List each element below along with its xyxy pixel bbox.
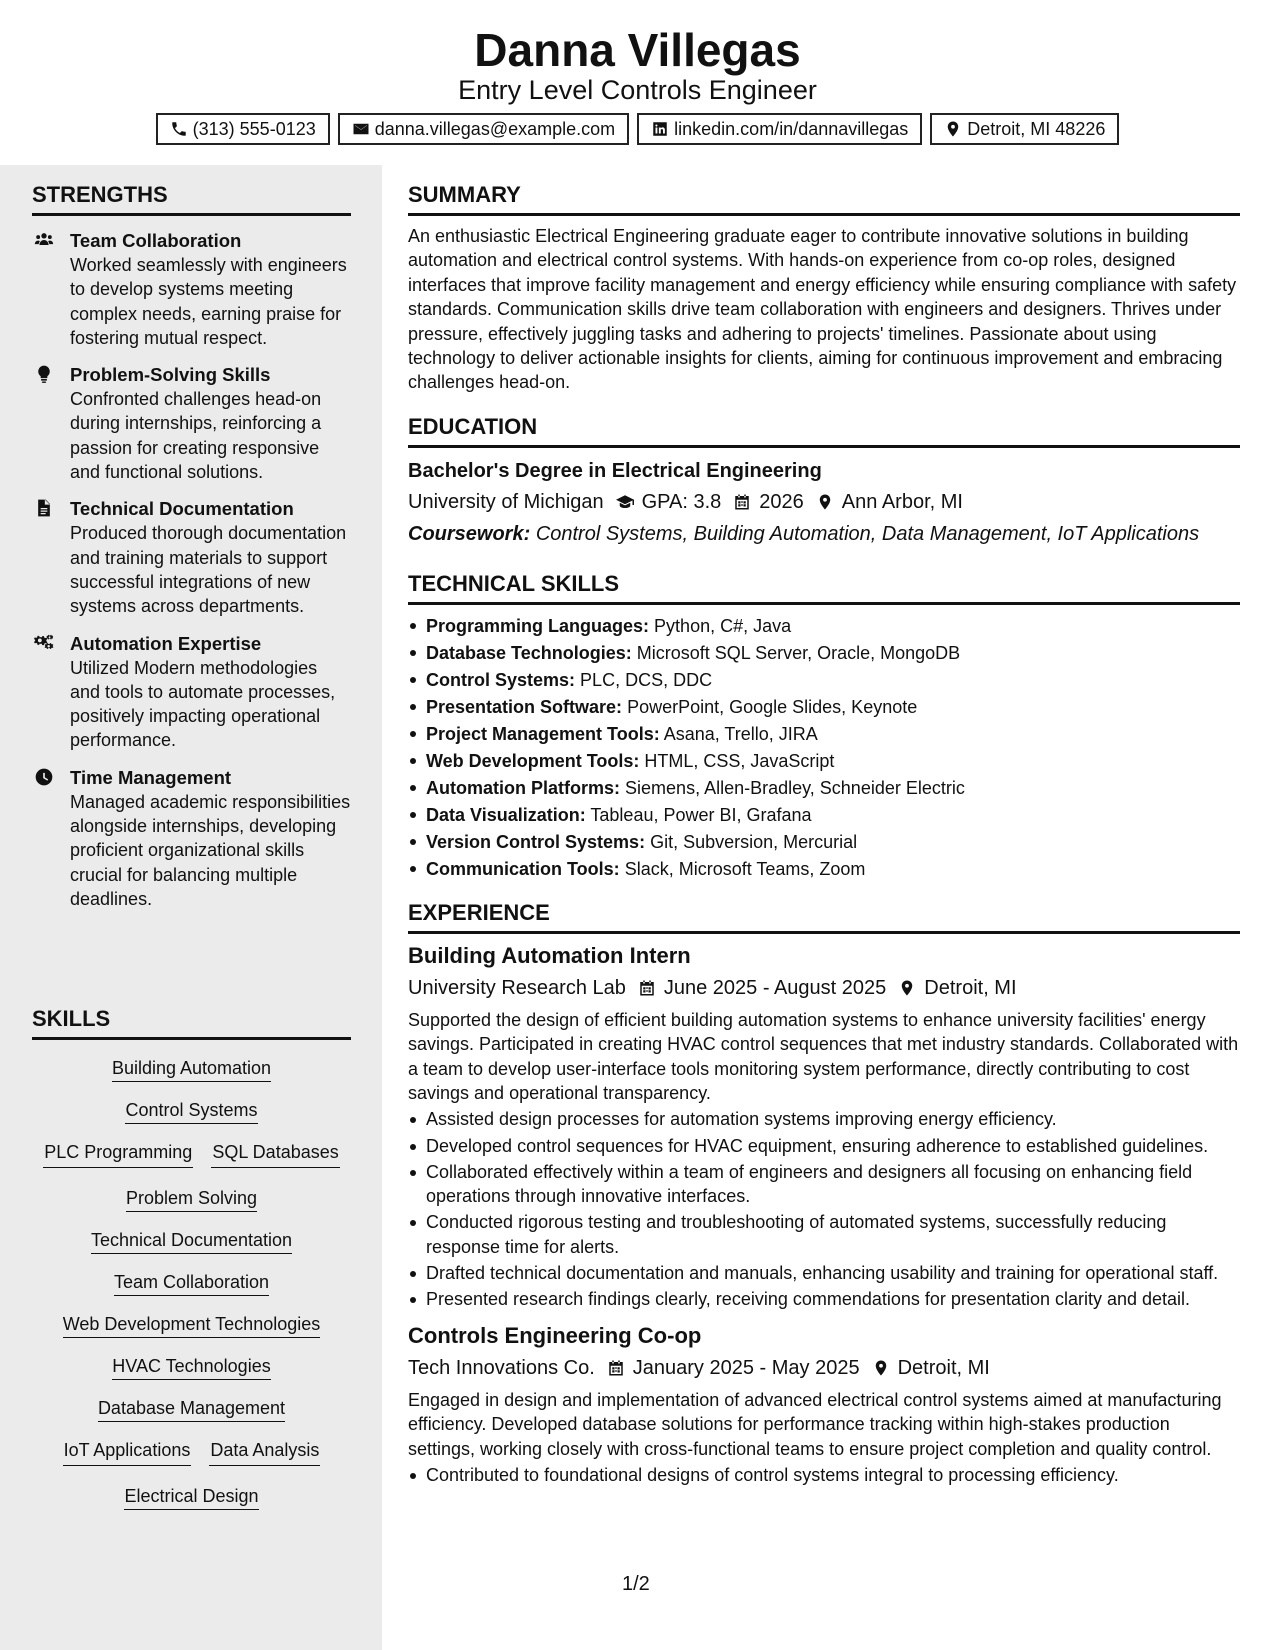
gpa: GPA: 3.8 [641, 490, 722, 513]
skill-label: Web Development Tools: [426, 750, 640, 771]
skill-value: Asana, Trello, JIRA [663, 723, 818, 744]
degree-title: Bachelor's Degree in Electrical Engineering [408, 459, 822, 482]
list-item: Contributed to foundational designs of control systems integral to processing efficiency. [408, 1463, 1240, 1487]
summary-heading: SUMMARY [408, 181, 1240, 216]
strength-item [32, 362, 351, 484]
candidate-name: Danna Villegas [474, 24, 801, 76]
document-icon [32, 498, 56, 518]
skill-tag: Building Automation [112, 1058, 271, 1082]
job-location: Detroit, MI [897, 1356, 990, 1379]
list-item: Conducted rigorous testing and troubleshooting of automated systems, successfully reducing response time for alerts. [408, 1210, 1240, 1259]
coursework-label: Coursework: [408, 522, 531, 545]
skill-label: Version Control Systems: [426, 831, 646, 852]
experience-section [408, 899, 1240, 1487]
skill-value: PLC, DCS, DDC [580, 669, 713, 690]
job-bullets [408, 1463, 1240, 1487]
resume-header [0, 0, 1275, 165]
skills-section [32, 1005, 351, 1518]
contact-location-text: Detroit, MI 48226 [967, 119, 1106, 139]
list-item [408, 775, 1240, 802]
contact-linkedin-text: linkedin.com/in/dannavillegas [674, 119, 909, 139]
skill-value: Siemens, Allen-Bradley, Schneider Electric [625, 777, 965, 798]
list-item [408, 748, 1240, 775]
clock-icon [32, 767, 56, 787]
strength-name: Time Management [70, 766, 232, 788]
technical-skills-section [408, 570, 1240, 883]
list-item [408, 694, 1240, 721]
skills-list [32, 1048, 351, 1518]
skills-heading: SKILLS [32, 1005, 351, 1040]
skill-label: Data Visualization: [426, 804, 586, 825]
strength-desc: Worked seamlessly with engineers to develop systems meeting complex needs, earning praise for fostering mutual respect. [70, 255, 347, 348]
skill-value: Tableau, Power BI, Grafana [590, 804, 812, 825]
list-item [408, 721, 1240, 748]
skill-label: Presentation Software: [426, 696, 623, 717]
list-item [408, 667, 1240, 694]
skill-label: Project Management Tools: [426, 723, 660, 744]
technical-skills-list [408, 613, 1240, 883]
job-entry [408, 942, 1240, 1312]
experience-heading: EXPERIENCE [408, 899, 1240, 934]
education-meta [408, 488, 1240, 516]
sidebar [0, 165, 382, 1650]
company-name: University Research Lab [408, 976, 626, 999]
linkedin-icon [651, 120, 669, 138]
coursework-list: Control Systems, Building Automation, Data Management, IoT Applications [535, 522, 1200, 545]
skill-tag: Problem Solving [126, 1188, 257, 1212]
gears-icon [32, 633, 56, 653]
job-meta [408, 974, 1240, 1002]
skill-label: Communication Tools: [426, 858, 620, 879]
strength-item [32, 228, 351, 350]
candidate-title: Entry Level Controls Engineer [458, 75, 817, 105]
company-name: Tech Innovations Co. [408, 1356, 595, 1379]
lightbulb-icon [32, 364, 56, 384]
job-summary: Engaged in design and implementation of advanced electrical control systems aimed at manufacturing efficiency. Developed database solutions for performance tracking within high-stakes production settings, working closely with cross-functional teams to ensure project completion and quality control. [408, 1389, 1222, 1459]
skill-tag: Electrical Design [124, 1486, 258, 1510]
skill-value: PowerPoint, Google Slides, Keynote [627, 696, 918, 717]
page-number: 1/2 [622, 1573, 650, 1595]
list-item [408, 856, 1240, 883]
contact-bar [0, 113, 1275, 145]
skill-value: Slack, Microsoft Teams, Zoom [624, 858, 866, 879]
list-item [408, 802, 1240, 829]
strength-name: Team Collaboration [70, 230, 242, 251]
skill-tag: Technical Documentation [91, 1230, 292, 1254]
list-item: Assisted design processes for automation systems improving energy efficiency. [408, 1107, 1240, 1131]
education-heading: EDUCATION [408, 413, 1240, 448]
strength-item [32, 496, 351, 618]
main-content [408, 165, 1240, 1489]
skill-label: Automation Platforms: [426, 777, 621, 798]
job-summary: Supported the design of efficient building automation systems to enhance university facilities' energy savings. Participated in creating HVAC control sequences that met industry standards. Collaborated with a team to develop user-interface tools monitoring system performance, directly contributing to cost savings and operational transparency. [408, 1009, 1239, 1104]
skill-value: HTML, CSS, JavaScript [644, 750, 835, 771]
phone-icon [170, 120, 188, 138]
school-location: Ann Arbor, MI [841, 490, 963, 513]
school-name: University of Michigan [408, 490, 604, 513]
strength-desc: Produced thorough documentation and training materials to support successful integrations of new systems across departments. [70, 523, 347, 617]
strength-name: Automation Expertise [70, 632, 262, 654]
map-pin-icon [944, 120, 962, 138]
skill-tag: IoT Applications [63, 1438, 192, 1466]
skill-tag: SQL Databases [211, 1140, 339, 1168]
calendar-icon [638, 979, 656, 997]
contact-phone[interactable] [156, 113, 330, 145]
skill-tag: Database Management [98, 1398, 285, 1422]
strengths-heading: STRENGTHS [32, 181, 351, 216]
strength-item [32, 765, 351, 911]
calendar-icon [607, 1359, 625, 1377]
graduation-year: 2026 [759, 490, 804, 513]
skill-tag: Data Analysis [209, 1438, 320, 1466]
strength-desc: Managed academic responsibilities alongside internships, developing proficient organizational skills crucial for balancing multiple deadlines. [70, 791, 351, 909]
strength-item [32, 631, 351, 753]
job-dates: January 2025 - May 2025 [632, 1356, 860, 1379]
contact-email-text: danna.villegas@example.com [374, 119, 616, 139]
list-item [408, 829, 1240, 856]
users-icon [32, 230, 56, 250]
strength-name: Technical Documentation [70, 498, 294, 520]
strengths-section [32, 181, 351, 911]
map-pin-icon [872, 1359, 890, 1377]
strength-desc: Utilized Modern methodologies and tools to automate processes, positively impacting operational performance. [70, 657, 336, 751]
skill-label: Programming Languages: [426, 615, 650, 636]
contact-email[interactable] [338, 113, 629, 145]
graduation-cap-icon [616, 493, 634, 511]
list-item [408, 640, 1240, 667]
job-location: Detroit, MI [924, 976, 1017, 999]
skill-tag: HVAC Technologies [112, 1356, 270, 1380]
job-dates: June 2025 - August 2025 [663, 976, 887, 999]
skill-tag: Team Collaboration [114, 1272, 269, 1296]
map-pin-icon [898, 979, 916, 997]
job-title: Controls Engineering Co-op [408, 1322, 702, 1348]
list-item [408, 613, 1240, 640]
skill-tag: PLC Programming [43, 1140, 193, 1168]
skill-value: Git, Subversion, Mercurial [650, 831, 858, 852]
skill-tag: Web Development Technologies [63, 1314, 321, 1338]
technical-skills-heading: TECHNICAL SKILLS [408, 570, 1240, 605]
calendar-icon [733, 493, 751, 511]
list-item: Collaborated effectively within a team of engineers and designers all focusing on enhancing field operations through innovative interfaces. [408, 1160, 1240, 1209]
skill-label: Control Systems: [426, 669, 576, 690]
list-item: Drafted technical documentation and manuals, enhancing usability and training for operational staff. [408, 1261, 1240, 1285]
strength-desc: Confronted challenges head-on during internships, reinforcing a passion for creating responsive and functional solutions. [70, 389, 322, 483]
summary-text: An enthusiastic Electrical Engineering graduate eager to contribute innovative solutions in building automation and electrical control systems. With hands-on experience from co-op roles, designed interfaces that improve facility management and energy efficiency while ensuring compliance with safety standards. Communication skills drive team collaboration with engineers and designers. Thrives under pressure, effectively juggling tasks and adhering to projects' timelines. Passionate about using technology to deliver actionable insights for clients, aiming for continuous improvement and embracing challenges head-on. [408, 226, 1237, 393]
job-title: Building Automation Intern [408, 942, 691, 968]
map-pin-icon [816, 493, 834, 511]
skill-label: Database Technologies: [426, 642, 632, 663]
job-entry [408, 1322, 1240, 1488]
coursework [408, 520, 1240, 548]
skill-value: Python, C#, Java [654, 615, 792, 636]
contact-location [930, 113, 1119, 145]
skill-tag: Control Systems [125, 1100, 257, 1124]
education-section [408, 413, 1240, 548]
envelope-icon [352, 120, 370, 138]
list-item: Presented research findings clearly, receiving commendations for presentation clarity and detail. [408, 1287, 1240, 1311]
contact-linkedin[interactable] [637, 113, 922, 145]
strength-name: Problem-Solving Skills [70, 364, 271, 386]
contact-phone-text: (313) 555-0123 [192, 119, 316, 139]
summary-section [408, 181, 1240, 395]
job-bullets [408, 1107, 1240, 1311]
skill-value: Microsoft SQL Server, Oracle, MongoDB [636, 642, 961, 663]
list-item: Developed control sequences for HVAC equipment, ensuring adherence to established guidelines. [408, 1134, 1240, 1158]
job-meta [408, 1354, 1240, 1382]
